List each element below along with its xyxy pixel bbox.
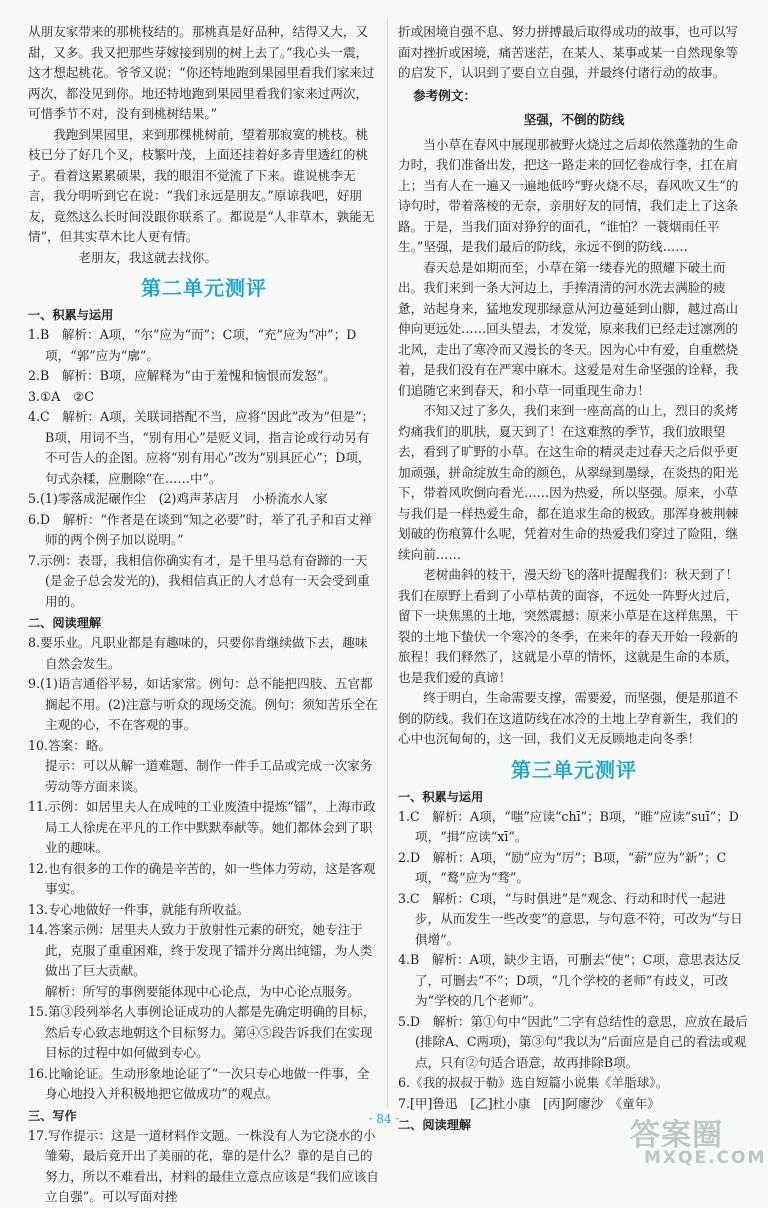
writing-hint-continuation xyxy=(398,22,750,84)
section-heading: 一、积累与运用 xyxy=(398,789,484,804)
answer-item: 11.示例：如居里夫人在成吨的工业废渣中提炼“镭”，上海市政局工人徐虎在平凡的工作中默默奉献等。她们都体会到了职业的趣味。 xyxy=(28,799,376,855)
section-heading: 二、阅读理解 xyxy=(28,616,102,630)
answer-item: 1.B 解析：A项，“尔”应为“而”；C项，“充”应为“冲”；D项，“郭”应为“廓”。 xyxy=(28,327,357,363)
answer-item: 8.要乐业。凡职业都是有趣味的，只要你肯继续做下去，趣味自然会发生。 xyxy=(28,635,368,671)
paragraph: 折或困境自强不息、努力拼搏最后取得成功的故事，也可以写面对挫折或困境，痛苦迷茫，在某人、某事或某一自然现象等的启发下，认识到了要自立自强，并最终付诸行动的故事。 xyxy=(398,24,739,80)
paragraph: 当小草在春风中展现那被野火烧过之后却依然蓬勃的生命力时，我们准备出发，把这一路走来的回忆卷成行李，扛在肩上；当有人在一遍又一遍地低吟“野火烧不尽，春风吹又生”的诗句时，带着落棱的无奈，亲朋好友的同情，我们走上了这条路。于是，当我们面对狰狞的面孔，“谁怕？一蓑烟雨任平生。”坚强，是我们最后的防线，永远不倒的防线…… xyxy=(398,136,739,254)
answer-item: 13.专心地做好一件事，就能有所收益。 xyxy=(28,901,250,917)
paragraph: 老树曲斜的枝干，漫天纷飞的落叶提醒我们：秋天到了！我们在原野上看到了小草枯黄的面容，不远处一阵野火过后，留下一块焦黑的土地，突然震撼：原来小草是在这样焦黑，干裂的土地下蛰伏一个寒冷的冬季，在来年的春天开始一段新的旅程！我们释然了，这就是小草的情怀，这就是生命的本质，也是我们爱的真谛！ xyxy=(398,567,739,685)
answer-item: 9.(1)语言通俗平易，如话家常。例句：总不能把四肢、五官都搁起不用。(2)注意与听众的现场交流。例句：须知苦乐全在主观的心，不在客观的事。 xyxy=(28,676,378,732)
answer-item: 2.B 解析：B项，应解释为“由于羞愧和恼恨而发怒”。 xyxy=(28,368,336,383)
answer-item: 7.[甲]鲁迅 [乙]杜小康 [丙]阿廖沙 《童年》 xyxy=(398,1095,660,1111)
answer-list xyxy=(398,807,750,1115)
answer-item: 10.答案：略。 xyxy=(28,737,111,753)
watermark-url: MXQE.COM xyxy=(644,1148,767,1168)
answer-list xyxy=(28,325,380,612)
paragraph: 老朋友，我这就去找你。 xyxy=(78,249,217,265)
answer-item: 2.D 解析：A项，“励”应为“厉”；B项，“薪”应为“新”；C项，“鹜”应为“骛”。 xyxy=(398,849,727,885)
reference-essay xyxy=(398,135,750,750)
answer-item: 12.也有很多的工作的确是辛苦的，如一些体力劳动，这是客观事实。 xyxy=(28,860,376,896)
answer-item: 14.答案示例：居里夫人致力于放射性元素的研究，她专注于此，克服了重重困难，终于发现了镭并分离出纯镭，为人类做出了巨大贡献。 xyxy=(28,922,373,978)
answer-item: 5.D 解析：第①句中“因此”二字有总结性的意思，应放在最后(排除A、C两项)，第③句“我以为”后面应是自己的看法或观点，只有②句适合语意，故再排除B项。 xyxy=(398,1013,748,1070)
answer-item: 7.示例：表哥，我相信你确实有才，是千里马总有奋蹄的一天(是金子总会发光的)，我相信真正的人才总有一天会受到重用的。 xyxy=(28,552,370,609)
answer-item: 4.C 解析：A项，关联词搭配不当，应将“因此”改为“但是”；B项，用词不当，“别有用心”是贬义词，指言论或行动另有不可告人的企图。应将“别有用心”改为“别具匠心”；D项，句式杂糅，应删除“在……中”。 xyxy=(28,409,375,486)
watermark-logo xyxy=(630,1110,767,1170)
answer-item: 6.D 解析：“作者是在谈到“知之必要”时，举了孔子和百丈禅师的两个例子加以说明。” xyxy=(28,511,372,547)
section-heading: 一、积累与运用 xyxy=(28,308,114,322)
answer-item: 15.第③段列举名人事例论证成功的人都是先确定明确的目标，然后专心致志地朝这个目标努力。第④⑤段告诉我们在实现目标的过程中如何做到专心。 xyxy=(28,1004,376,1060)
answer-list xyxy=(28,1126,380,1208)
right-column xyxy=(398,22,750,1135)
paragraph: 我跑到果园里，来到那棵桃树前，望着那寂寞的桃枝。桃枝已分了好几个叉，枝繁叶茂，上面还挂着好多青里透红的桃子。看着这累累硕果，我的眼泪不觉流了下来。谁说桃李无言，我分明听到它在说：“我们永远是朋友。”原谅我吧，好朋友，竟然这么长时间没跟你联系了。都说是“人非草木，孰能无情”，但其实草木比人更有情。 xyxy=(28,126,375,244)
answer-item: 3.C 解析：C项，“与时俱进”是“观念、行动和时代一起进步，从而发生一些改变”的意思，与句意不符，可改为“与日俱增”。 xyxy=(398,890,743,947)
answer-note: 解析：所写的事例要能体现中心论点，为中心论点服务。 xyxy=(45,983,360,999)
paragraph: 从朋友家带来的那桃枝结的。那桃真是好品种，结得又大，又甜，又多。我又把那些芽嫁接到别的树上去了。”我心头一震，这才想起桃花。爷爷又说：“你还特地跑到果园里看我们家来过两次，都没见到你。地还特地跑到果园里看我们家来过两次，可惜季节不对，没有到桃树结果。” xyxy=(28,24,375,121)
answer-item: 3.①A ②C xyxy=(28,388,94,404)
reference-essay-label: 参考例文： xyxy=(413,87,477,103)
paragraph: 春天总是如期而至，小草在第一缕春光的照耀下破土而出。我们来到一条大河边上，手捧清清的河水洗去满脸的疲惫，站起身来，猛地发现那绿意从河边蔓延到山脚，越过高山伸向更远处……回头望去，才发觉，原来我们已经走过凛冽的北风，走出了寒冷而又漫长的冬天。因为心中有爱，自重燃烧着，是我们没有在严寒中麻木。这爱是对生命坚强的诠释，我们追随它来到春天，和小草一同重现生命力！ xyxy=(398,259,739,398)
left-column xyxy=(28,22,380,1208)
answer-item: 16.比喻论证。生动形象地论证了“一次只专心地做一件事，全身心地投入并积极地把它做成功”的观点。 xyxy=(28,1065,370,1101)
answer-item: 4.B 解析：A项，缺少主语，可删去“使”；C项，意思表达反了，可删去“不”；D项，“几个学校的老师”有歧义，可改为“学校的几个老师”。 xyxy=(398,952,741,1008)
section-heading: 三、写作 xyxy=(28,1108,77,1123)
answer-list xyxy=(28,633,380,1105)
column-divider xyxy=(387,18,388,1108)
story-continuation xyxy=(28,22,380,268)
unit3-title: 第三单元测评 xyxy=(511,757,637,782)
essay-title: 坚强，不倒的防线 xyxy=(523,112,625,127)
answer-note: 提示：可以从解一道难题、制作一件手工品或完成一次家务劳动等方面来谈。 xyxy=(45,758,373,794)
answer-item: 1.C 解析：A项，“嗤”应读“chī”；B项，“睢”应读“suī”；D项，“揖”应读“xī”。 xyxy=(398,808,739,844)
unit2-title: 第二单元测评 xyxy=(141,276,267,300)
page-number: · 84 · xyxy=(368,1112,400,1126)
answer-item: 17.写作提示：这是一道材料作文题。一株没有人为它浇水的小雏菊，最后竟开出了美丽的花，靠的是什么？靠的是自己的努力，所以不难看出，材料的最佳立意点应该是“我们应该自立自强”。可以写面对挫 xyxy=(28,1127,379,1204)
paragraph: 终于明白，生命需要支撑，需要爱，而坚强，便是那道不倒的防线。我们在这道防线在冰冷的土地上孕育新生，我们的心中也沉甸甸的，这一回，我们义无反顾地走向冬季！ xyxy=(398,690,739,746)
paragraph: 不知又过了多久，我们来到一座高高的山上，烈日的炙烤灼痛我们的肌肤，夏天到了！在这难熬的季节，我们放眼望去，看到了旷野的小草。在这生命的精灵走过春天之后似乎更加顽强，拼命绽放生命的颜色，从翠绿到墨绿，在炎热的阳光下，带着风吹倒向看光……因为热爱，所以坚强。原来，小草与我们是一样热爱生命，都在追求生命的极致。那浑身被荆棘划破的伤痕算什么呢，凭着对生命的热爱我们穿过了险阻，继续向前…… xyxy=(398,403,739,562)
answer-item: 6.《我的叔叔于勒》选自短篇小说集《羊脂球》。 xyxy=(398,1075,669,1090)
section-heading: 二、阅读理解 xyxy=(398,1118,472,1132)
answer-item: 5.(1)零落成泥碾作尘 (2)鸡声茅店月 小桥流水人家 xyxy=(28,491,328,506)
watermark-text: 答案圈 xyxy=(630,1118,723,1153)
